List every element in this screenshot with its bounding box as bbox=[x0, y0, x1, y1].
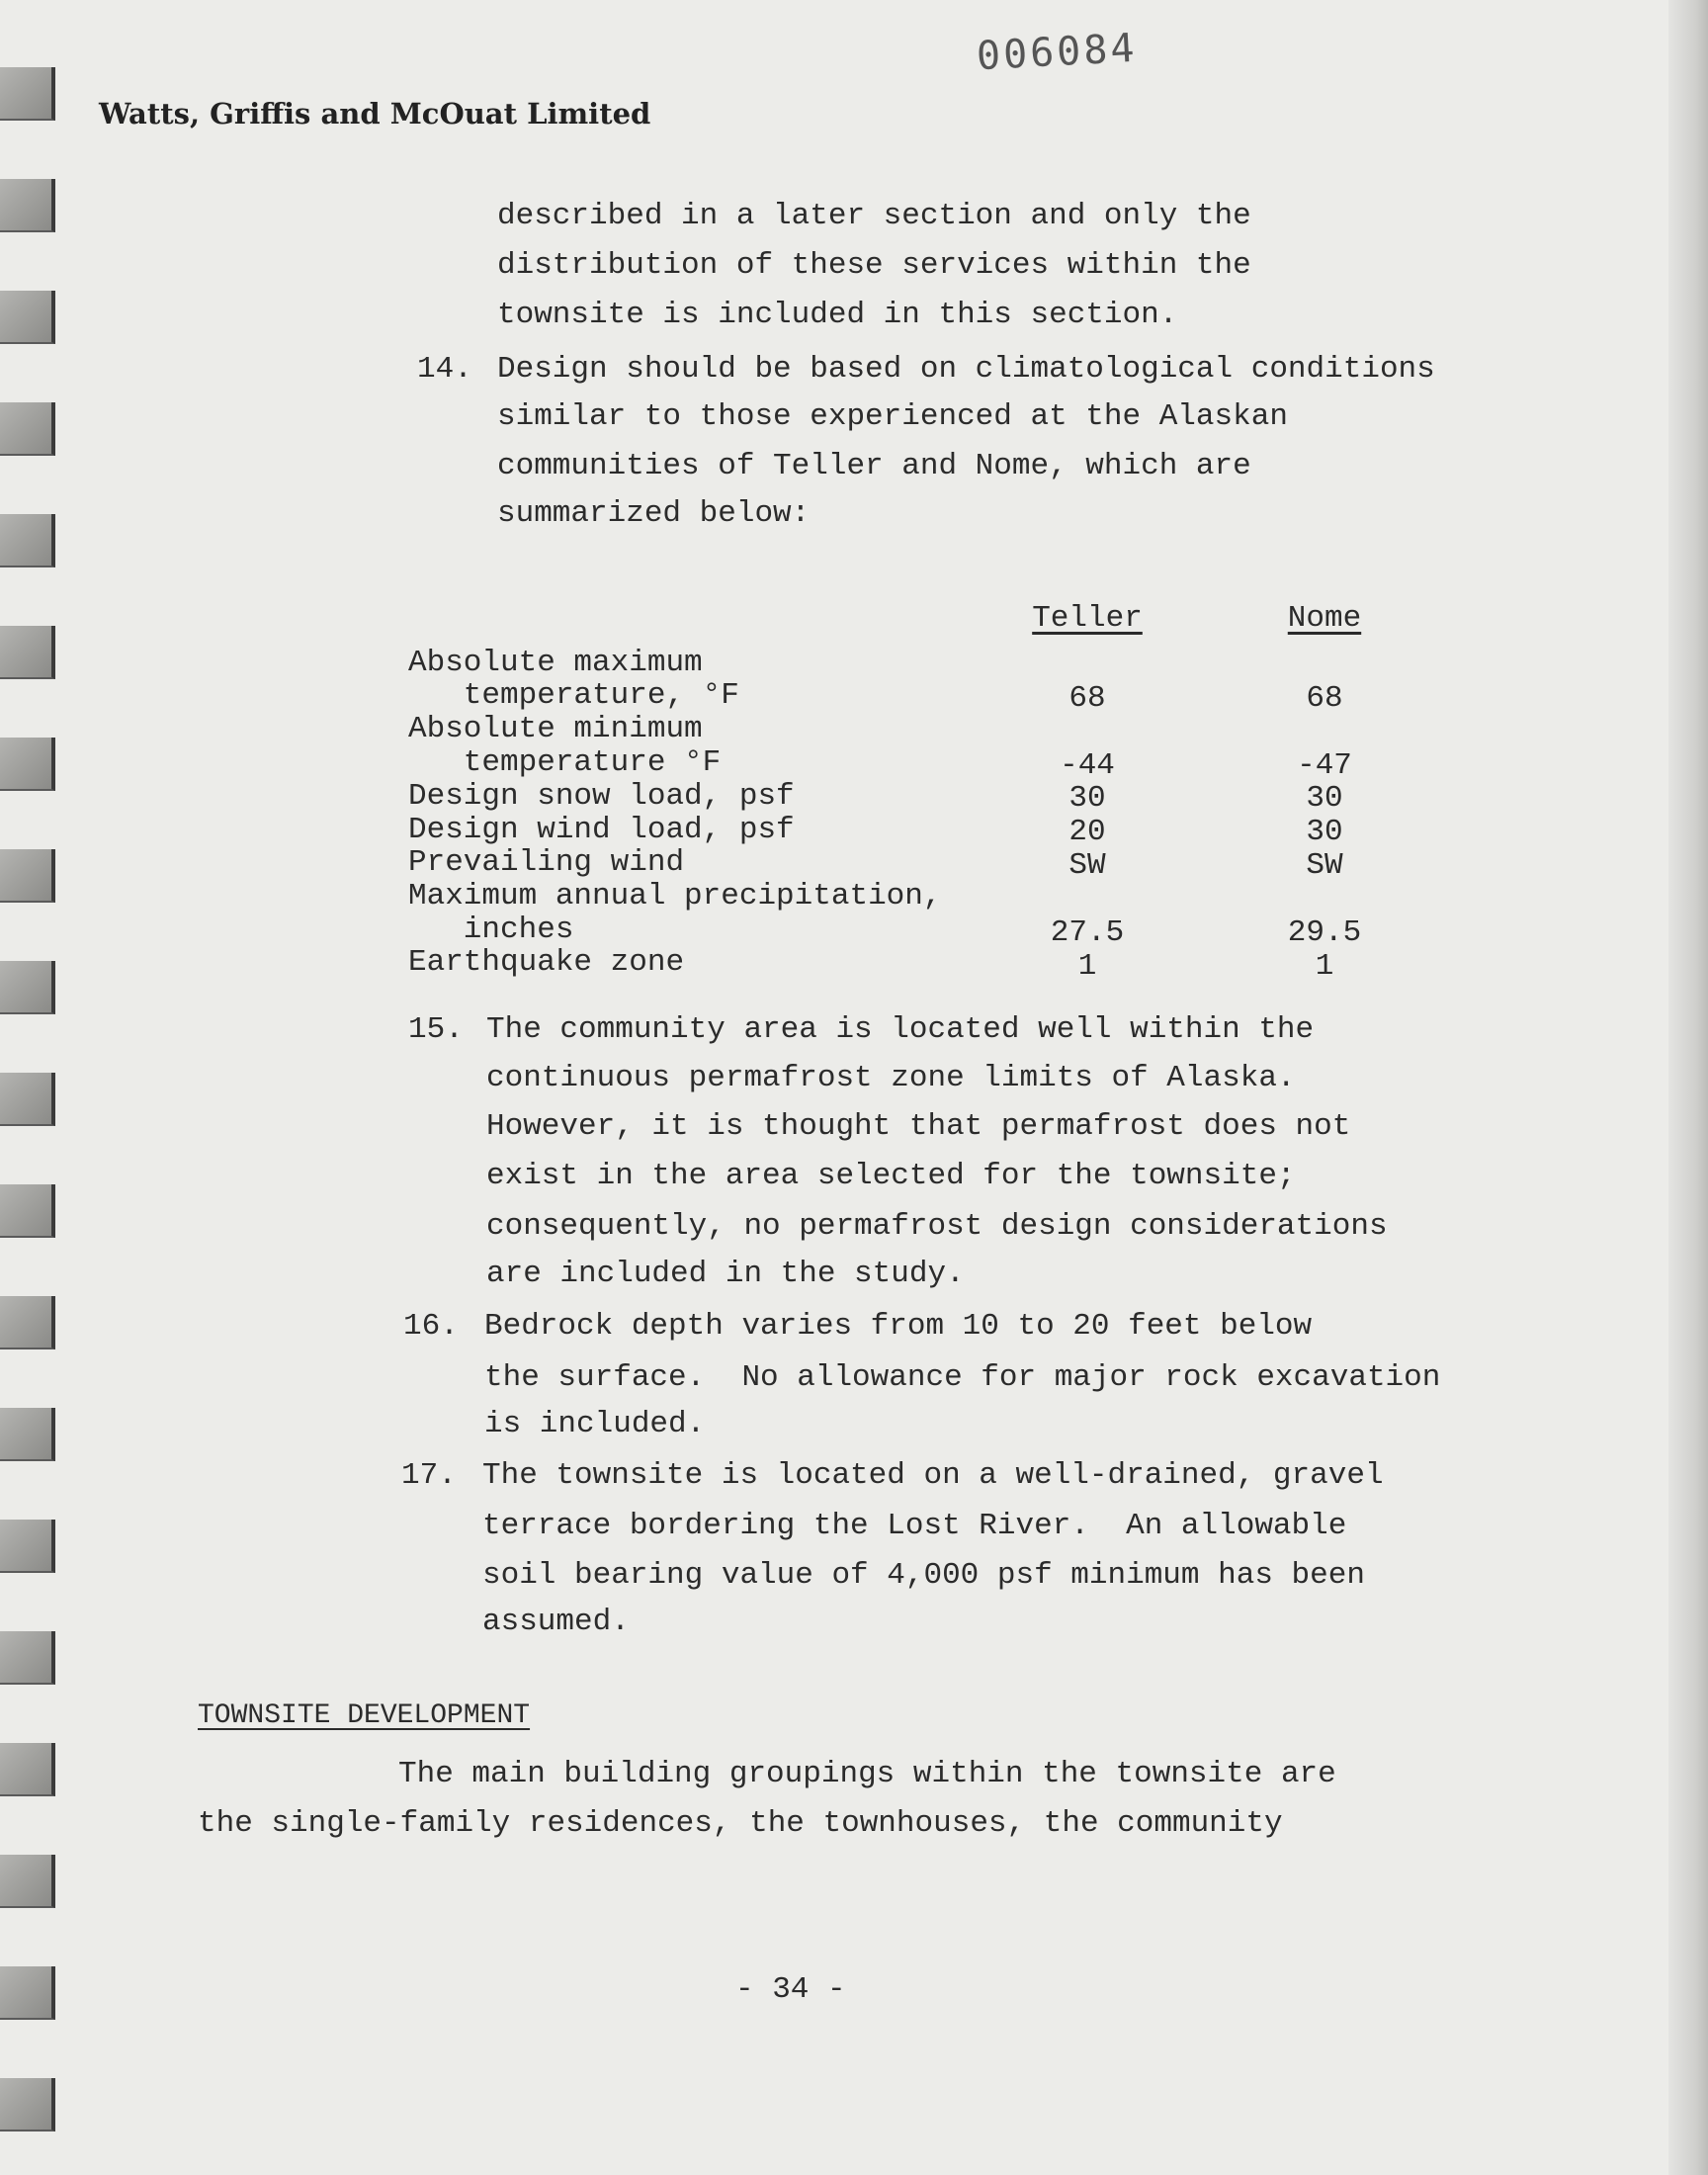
row-label: Absolute maximum bbox=[408, 646, 703, 680]
item-number: 15. bbox=[408, 1012, 464, 1047]
company-header: Watts, Griffis and McOuat Limited bbox=[99, 97, 651, 130]
binding-hole bbox=[0, 179, 55, 232]
binding-hole bbox=[0, 961, 55, 1014]
binding-hole bbox=[0, 514, 55, 567]
teller-value: SW bbox=[1068, 848, 1106, 883]
row-label: Design wind load, psf bbox=[408, 813, 795, 847]
item-line: The community area is located well within the bbox=[486, 1012, 1315, 1047]
row-label: Prevailing wind bbox=[408, 845, 685, 880]
item-line: Design should be based on climatological conditions bbox=[497, 352, 1435, 387]
binding-hole bbox=[0, 67, 55, 121]
binding-hole bbox=[0, 1408, 55, 1461]
paragraph-line: the single-family residences, the townhouses, the community bbox=[198, 1806, 1283, 1841]
page-number: - 34 - bbox=[735, 1972, 846, 2007]
item-number: 14. bbox=[417, 352, 472, 387]
item-line: summarized below: bbox=[497, 496, 811, 531]
nome-value: 30 bbox=[1306, 781, 1343, 816]
row-label: Design snow load, psf bbox=[408, 779, 795, 814]
paragraph-line: The main building groupings within the townsite are bbox=[398, 1757, 1336, 1791]
binding-hole bbox=[0, 626, 55, 679]
teller-value: 1 bbox=[1077, 949, 1097, 984]
binding-hole bbox=[0, 1743, 55, 1796]
item-line: similar to those experienced at the Alaskan bbox=[497, 399, 1288, 434]
nome-value: 29.5 bbox=[1287, 915, 1362, 950]
item-line: assumed. bbox=[482, 1605, 630, 1639]
column-header-teller: Teller bbox=[1032, 601, 1143, 636]
section-heading: TOWNSITE DEVELOPMENT bbox=[198, 1700, 531, 1731]
row-label: temperature, °F bbox=[408, 678, 739, 713]
binding-hole bbox=[0, 2078, 55, 2132]
column-header-nome: Nome bbox=[1287, 601, 1362, 636]
binding-hole bbox=[0, 291, 55, 344]
binding-hole bbox=[0, 1184, 55, 1238]
nome-value: 68 bbox=[1306, 681, 1343, 716]
binding-hole bbox=[0, 1073, 55, 1126]
teller-value: 68 bbox=[1068, 681, 1106, 716]
item-line: terrace bordering the Lost River. An allowable bbox=[482, 1509, 1347, 1543]
nome-value: -47 bbox=[1297, 748, 1352, 783]
item-line: is included. bbox=[484, 1407, 706, 1441]
binding-hole bbox=[0, 402, 55, 456]
item-line: Bedrock depth varies from 10 to 20 feet below bbox=[484, 1309, 1313, 1344]
intro-line: distribution of these services within the bbox=[497, 248, 1251, 283]
page-edge-shadow bbox=[1668, 0, 1708, 2175]
row-label: Earthquake zone bbox=[408, 945, 685, 980]
binding-hole bbox=[0, 738, 55, 791]
binding-hole bbox=[0, 849, 55, 903]
item-line: soil bearing value of 4,000 psf minimum has been bbox=[482, 1558, 1365, 1593]
nome-value: SW bbox=[1306, 848, 1343, 883]
item-line: However, it is thought that permafrost does not bbox=[486, 1109, 1351, 1144]
item-line: exist in the area selected for the townsite; bbox=[486, 1159, 1296, 1193]
item-number: 16. bbox=[403, 1309, 459, 1344]
item-line: The townsite is located on a well-drained, gravel bbox=[482, 1458, 1384, 1493]
item-line: communities of Teller and Nome, which are bbox=[497, 449, 1251, 483]
teller-value: -44 bbox=[1060, 748, 1115, 783]
item-line: consequently, no permafrost design considerations bbox=[486, 1209, 1388, 1244]
item-number: 17. bbox=[401, 1458, 457, 1493]
teller-value: 20 bbox=[1068, 815, 1106, 849]
item-line: are included in the study. bbox=[486, 1257, 965, 1291]
item-line: the surface. No allowance for major rock excavation bbox=[484, 1360, 1441, 1395]
binding-hole bbox=[0, 1966, 55, 2020]
teller-value: 27.5 bbox=[1050, 915, 1125, 950]
nome-value: 30 bbox=[1306, 815, 1343, 849]
intro-line: described in a later section and only the bbox=[497, 199, 1251, 233]
stamp-number: 006084 bbox=[975, 25, 1139, 80]
binding-hole bbox=[0, 1855, 55, 1908]
teller-value: 30 bbox=[1068, 781, 1106, 816]
row-label: Absolute minimum bbox=[408, 712, 703, 746]
binding-hole bbox=[0, 1520, 55, 1573]
binding-hole bbox=[0, 1296, 55, 1349]
nome-value: 1 bbox=[1315, 949, 1334, 984]
row-label: inches bbox=[408, 913, 574, 947]
binding-hole bbox=[0, 1631, 55, 1685]
intro-line: townsite is included in this section. bbox=[497, 298, 1178, 332]
row-label: temperature °F bbox=[408, 745, 722, 780]
row-label: Maximum annual precipitation, bbox=[408, 879, 942, 914]
item-line: continuous permafrost zone limits of Alaska. bbox=[486, 1061, 1296, 1095]
